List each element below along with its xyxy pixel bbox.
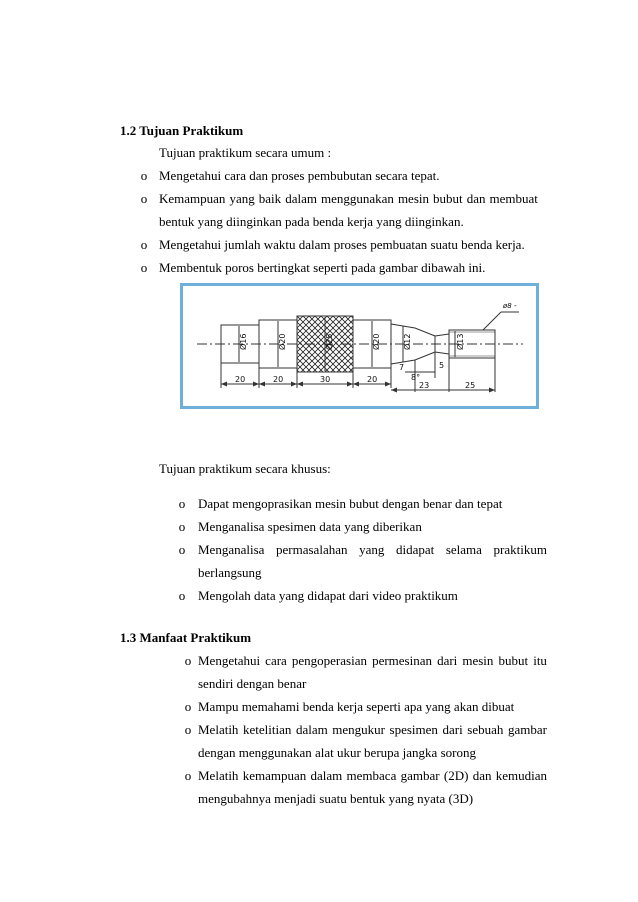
bullet-icon: o <box>178 496 186 511</box>
just-word: itu <box>533 653 547 668</box>
just-word: yang <box>229 191 255 206</box>
just-word: Mengetahui <box>198 653 261 668</box>
just-word: permasalahan <box>276 542 348 557</box>
just-word: kemudian <box>495 768 547 783</box>
bullet-icon: o <box>184 699 192 714</box>
bullet-icon: o <box>184 768 192 783</box>
bullet-icon: o <box>140 168 148 183</box>
just-word: ketelitian <box>243 722 292 737</box>
just-word: gambar <box>400 768 440 783</box>
intro-umum: Tujuan praktikum secara umum : <box>159 145 332 160</box>
just-word: cara <box>265 653 287 668</box>
just-word: bubut <box>433 191 463 206</box>
just-word: Melatih <box>198 768 239 783</box>
dim-length: 23 <box>419 381 430 390</box>
just-word: mesin <box>397 191 429 206</box>
just-word: selama <box>445 542 482 557</box>
just-word: membaca <box>346 768 397 783</box>
bullet-icon: o <box>140 191 148 206</box>
just-word: didapat <box>395 542 435 557</box>
list-item-cont: sendiri dengan benar <box>198 676 307 691</box>
bullet-icon: o <box>178 519 186 534</box>
dim-length: 20 <box>367 375 378 384</box>
just-word: spesimen <box>389 722 438 737</box>
stepped-shaft-figure <box>180 283 539 409</box>
just-word: kemampuan <box>242 768 307 783</box>
list-item: Dapat mengoprasikan mesin bubut dengan benar dan tepat <box>198 496 503 511</box>
bullet-icon: o <box>140 260 148 275</box>
list-item-cont: bentuk yang diinginkan pada benda kerja yang diinginkan. <box>159 214 464 229</box>
section-heading-tujuan: 1.2 Tujuan Praktikum <box>120 123 244 138</box>
just-word: gambar <box>507 722 547 737</box>
dim-note: ø8 - <box>503 302 517 310</box>
list-item-cont: mengubahnya menjadi suatu bentuk yang nyata (3D) <box>198 791 474 806</box>
dim-length: 20 <box>273 375 284 384</box>
dim-length: 25 <box>465 381 476 390</box>
dim-diameter: Ø20 <box>278 333 287 350</box>
list-item <box>159 191 538 207</box>
just-word: dalam <box>295 722 328 737</box>
dim-diameter: Ø16 <box>239 333 248 350</box>
dim-length: 30 <box>320 375 331 384</box>
list-item-cont: berlangsung <box>198 565 262 580</box>
shaft-drawing <box>183 286 536 406</box>
just-word: dalam <box>285 191 317 206</box>
just-word: praktikum <box>493 542 547 557</box>
just-word: baik <box>258 191 282 206</box>
just-word: menggunakan <box>320 191 394 206</box>
list-item-cont: dengan menggunakan alat ukur berupa jangka sorong <box>198 745 476 760</box>
dim-diameter: Ø13 <box>456 333 465 350</box>
list-item <box>198 542 547 558</box>
neck-line <box>435 334 449 336</box>
list-item: Mengetahui cara dan proses pembubutan secara tepat. <box>159 168 440 183</box>
list-item: Membentuk poros bertingkat seperti pada gambar dibawah ini. <box>159 260 486 275</box>
bullet-icon: o <box>178 542 186 557</box>
dim-length: 20 <box>235 375 246 384</box>
list-item <box>198 768 547 784</box>
dim-small: 7 <box>399 363 405 372</box>
list-item <box>198 722 547 738</box>
just-word: sebuah <box>467 722 504 737</box>
list-item: Mengetahui jumlah waktu dalam proses pembuatan suatu benda kerja. <box>159 237 525 252</box>
just-word: yang <box>359 542 385 557</box>
dim-small: 8° <box>411 373 421 382</box>
list-item: Mampu memahami benda kerja seperti apa yang akan dibuat <box>198 699 515 714</box>
just-word: Menganalisa <box>198 542 265 557</box>
dim-diameter: Ø12 <box>403 333 412 350</box>
just-word: Kemampuan <box>159 191 226 206</box>
just-word: dan <box>472 768 492 783</box>
section-heading-manfaat: 1.3 Manfaat Praktikum <box>120 630 252 645</box>
just-word: permesinan <box>372 653 432 668</box>
list-item: Mengolah data yang didapat dari video praktikum <box>198 588 458 603</box>
bullet-icon: o <box>184 722 192 737</box>
leader-line <box>483 312 501 330</box>
just-word: Melatih <box>198 722 239 737</box>
list-item: Menganalisa spesimen data yang diberikan <box>198 519 422 534</box>
bullet-icon: o <box>140 237 148 252</box>
just-word: mengukur <box>332 722 385 737</box>
bullet-icon: o <box>184 653 192 668</box>
list-item <box>198 653 547 669</box>
intro-khusus: Tujuan praktikum secara khusus: <box>159 461 331 476</box>
just-word: dalam <box>310 768 343 783</box>
just-word: dan <box>466 191 486 206</box>
dim-diameter: Ø25 <box>325 333 334 350</box>
just-word: dari <box>437 653 458 668</box>
neck-line <box>435 352 449 354</box>
just-word: dari <box>442 722 463 737</box>
dim-diameter: Ø20 <box>372 333 381 350</box>
dim-small: 5 <box>439 361 445 370</box>
just-word: membuat <box>489 191 538 206</box>
just-word: bubut <box>498 653 529 668</box>
just-word: mesin <box>462 653 494 668</box>
just-word: pengoperasian <box>291 653 367 668</box>
just-word: (2D) <box>443 768 469 783</box>
bullet-icon: o <box>178 588 186 603</box>
